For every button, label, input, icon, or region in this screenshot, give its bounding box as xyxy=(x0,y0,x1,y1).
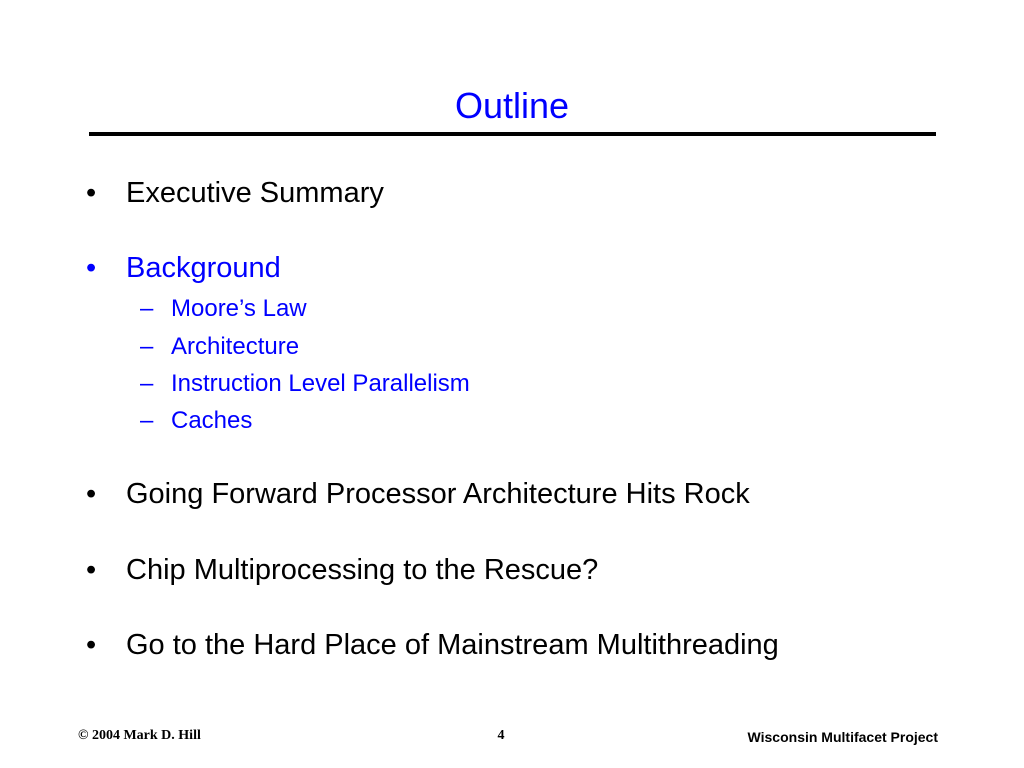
bullet-text: Go to the Hard Place of Mainstream Multithreading xyxy=(126,629,779,661)
bullet-text: Executive Summary xyxy=(126,177,384,209)
footer-project: Wisconsin Multifacet Project xyxy=(747,729,938,745)
dash-glyph: – xyxy=(140,295,154,322)
sub-item-text: Instruction Level Parallelism xyxy=(171,370,470,397)
sub-item-text: Architecture xyxy=(171,333,300,360)
dash-glyph: – xyxy=(140,407,154,434)
bullet-item xyxy=(86,476,750,512)
slide-title: Outline xyxy=(454,85,570,126)
bullet-item xyxy=(86,552,598,588)
title-rule xyxy=(89,132,936,136)
dash-glyph: – xyxy=(140,333,154,360)
bullet-item xyxy=(86,250,281,286)
sub-item xyxy=(140,406,252,436)
bullet-text: Background xyxy=(126,252,281,284)
footer-page-number: 4 xyxy=(497,728,505,743)
sub-item xyxy=(140,332,299,362)
bullet-glyph: • xyxy=(86,629,97,661)
sub-item xyxy=(140,369,470,399)
bullet-text: Chip Multiprocessing to the Rescue? xyxy=(126,554,599,586)
footer-copyright: © 2004 Mark D. Hill xyxy=(78,728,201,743)
bullet-item xyxy=(86,627,779,663)
bullet-glyph: • xyxy=(86,478,97,510)
bullet-glyph: • xyxy=(86,252,97,284)
bullet-item xyxy=(86,175,384,211)
sub-item-text: Moore’s Law xyxy=(171,295,307,322)
dash-glyph: – xyxy=(140,370,154,397)
bullet-glyph: • xyxy=(86,177,97,209)
sub-item xyxy=(140,294,307,324)
sub-item-text: Caches xyxy=(171,407,253,434)
bullet-text: Going Forward Processor Architecture Hits Rock xyxy=(126,478,750,510)
bullet-glyph: • xyxy=(86,554,97,586)
